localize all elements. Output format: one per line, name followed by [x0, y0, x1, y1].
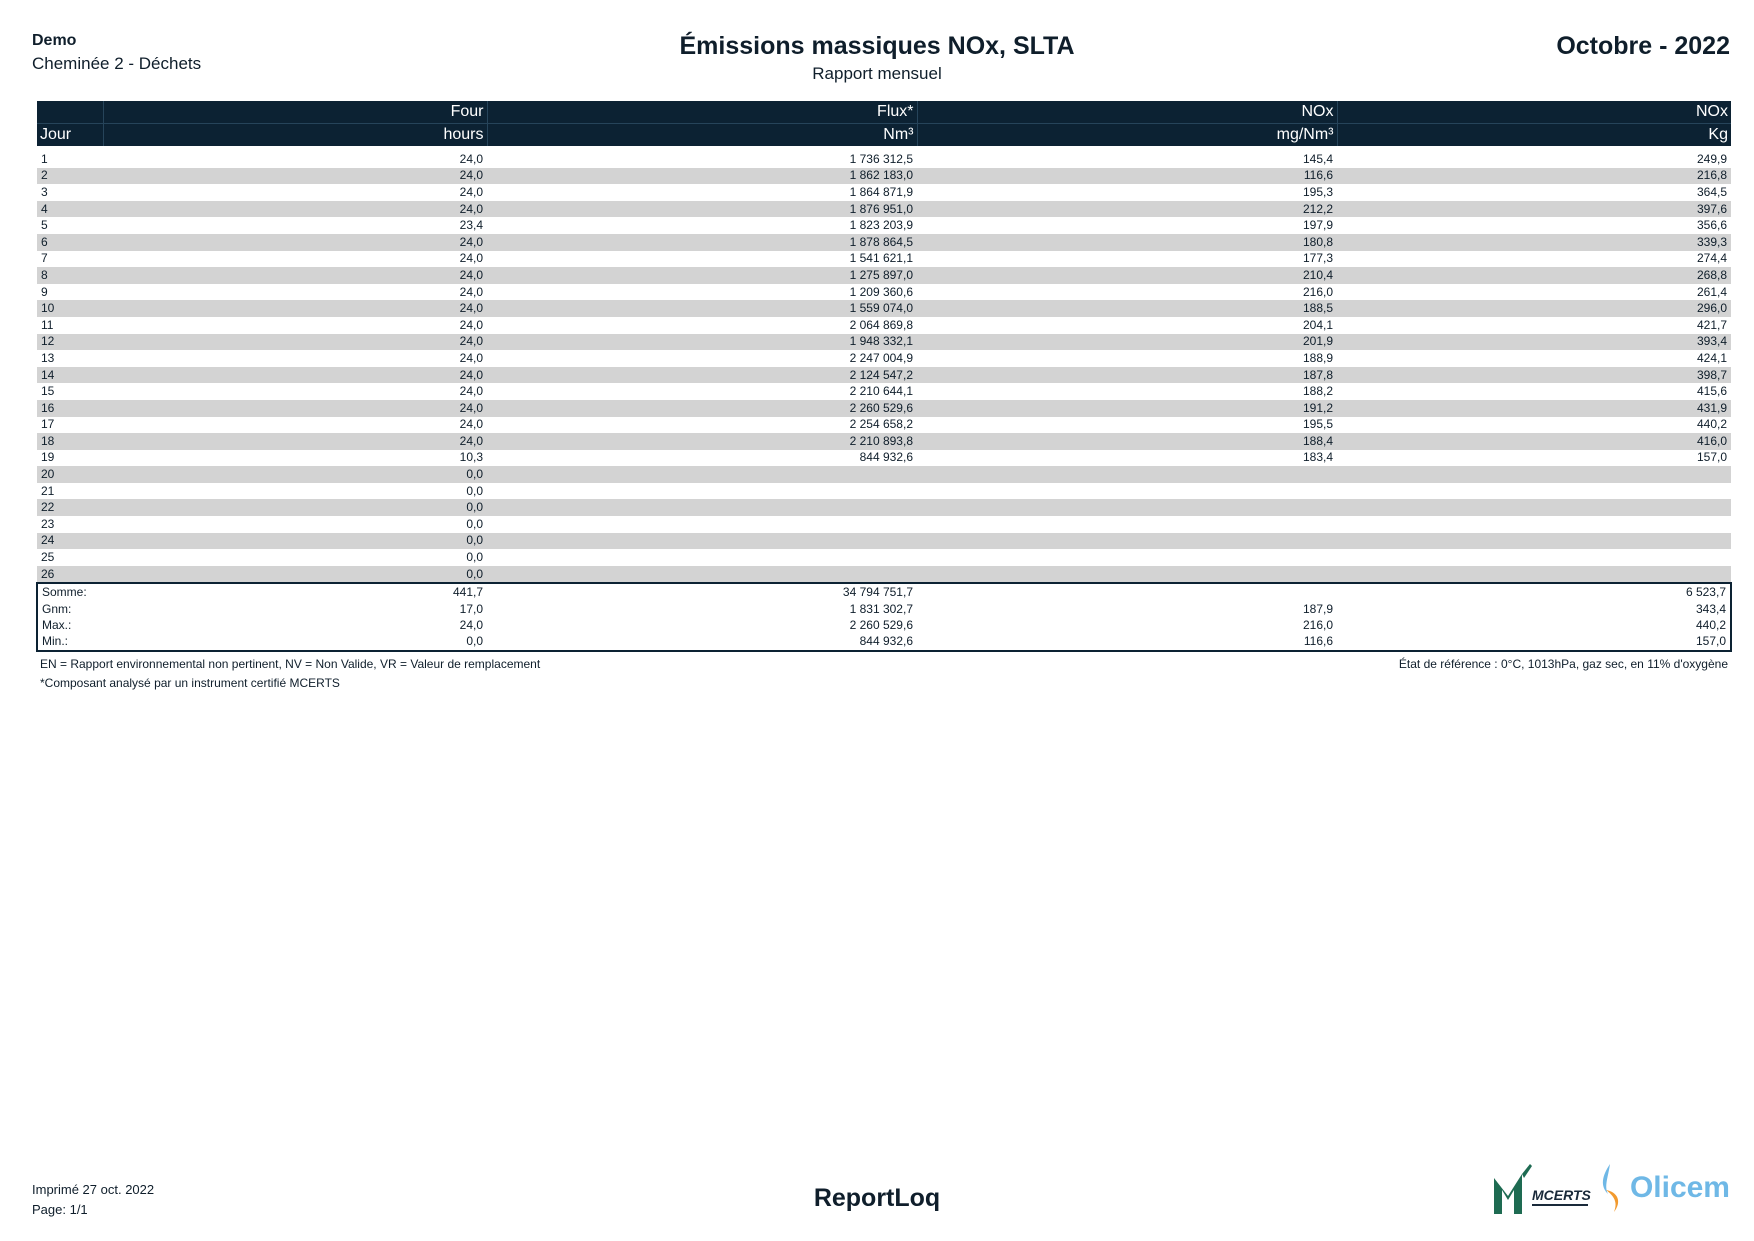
value-cell: 2 124 547,2 [487, 367, 917, 384]
day-cell: 9 [41, 284, 48, 299]
value-cell: 440,2 [1696, 417, 1727, 432]
day-cell: 26 [37, 566, 103, 584]
day-cell: 15 [41, 384, 55, 399]
table-row [37, 251, 1731, 268]
summary-label: Max.: [42, 617, 72, 632]
day-cell: 14 [37, 367, 103, 384]
table-row [37, 400, 1731, 417]
summary-value: 1 831 302,7 [849, 601, 913, 616]
report-period: Octobre - 2022 [1556, 32, 1730, 60]
daily-rows [37, 146, 1731, 583]
table-row [37, 350, 1731, 367]
value-cell: 2 254 658,2 [849, 417, 913, 432]
reference-state-note: État de référence : 0°C, 1013hPa, gaz sec, en 11% d'oxygène [1398, 657, 1728, 671]
table-row [37, 334, 1731, 351]
value-cell: 1 948 332,1 [487, 334, 917, 351]
day-cell: 2 [37, 168, 103, 185]
summary-rows [37, 583, 1731, 651]
day-cell: 4 [37, 201, 103, 218]
value-cell: 188,5 [917, 300, 1337, 317]
value-cell [917, 533, 1337, 550]
summary-value: 343,4 [1695, 601, 1726, 616]
header-cell: NOx [917, 101, 1337, 124]
summary-row [37, 601, 1731, 617]
day-cell: 10 [37, 300, 103, 317]
value-cell [1337, 483, 1731, 500]
table-row [37, 516, 1731, 533]
value-cell [1337, 549, 1731, 566]
mcerts-logo-icon [1492, 1160, 1596, 1216]
day-cell: 19 [41, 450, 55, 465]
summary-value: 17,0 [459, 601, 483, 616]
day-cell: 18 [37, 433, 103, 450]
value-cell: 1 736 312,5 [849, 151, 913, 166]
header-cell: mg/Nm³ [917, 124, 1337, 147]
value-cell: 339,3 [1337, 234, 1731, 251]
organisation-name: Demo [32, 32, 77, 49]
value-cell: 187,8 [917, 367, 1337, 384]
value-cell: 24,0 [103, 334, 487, 351]
header-cell [37, 101, 103, 124]
value-cell: 2 260 529,6 [487, 400, 917, 417]
value-cell: 0,0 [466, 516, 483, 531]
value-cell: 10,3 [459, 450, 483, 465]
summary-value [917, 583, 1337, 600]
value-cell [1337, 466, 1731, 483]
value-cell: 415,6 [1696, 384, 1727, 399]
table-row [37, 217, 1731, 234]
summary-value: 6 523,7 [1685, 585, 1726, 600]
day-cell: 22 [37, 499, 103, 516]
value-cell: 1 559 074,0 [487, 300, 917, 317]
header-row-names [37, 101, 1731, 124]
table-row [37, 184, 1731, 201]
day-cell: 8 [37, 267, 103, 284]
value-cell: 210,4 [917, 267, 1337, 284]
summary-value: 441,7 [452, 585, 483, 600]
value-cell: 116,6 [917, 168, 1337, 185]
value-cell: 2 210 644,1 [849, 384, 913, 399]
value-cell [487, 499, 917, 516]
table-row [37, 367, 1731, 384]
value-cell: 397,6 [1337, 201, 1731, 218]
day-cell: 3 [41, 184, 48, 199]
emissions-table [36, 101, 1732, 652]
header-cell: NOx [1337, 101, 1731, 124]
value-cell: 416,0 [1337, 433, 1731, 450]
table-row [37, 300, 1731, 317]
header-cell: Flux* [487, 101, 917, 124]
value-cell [487, 566, 917, 584]
day-cell: 12 [37, 334, 103, 351]
header-cell: Jour [37, 124, 103, 147]
header-cell: hours [103, 124, 487, 147]
value-cell: 2 247 004,9 [849, 350, 913, 365]
summary-value: 157,0 [1695, 634, 1726, 649]
value-cell: 195,5 [1302, 417, 1333, 432]
table-row [37, 549, 1731, 566]
value-cell: 268,8 [1337, 267, 1731, 284]
value-cell: 424,1 [1696, 350, 1727, 365]
value-cell: 421,7 [1696, 317, 1727, 332]
value-cell: 145,4 [1302, 151, 1333, 166]
report-subtitle: Rapport mensuel [812, 64, 942, 83]
value-cell: 24,0 [459, 317, 483, 332]
value-cell [1337, 499, 1731, 516]
olicem-logo-text: Olicem [1629, 1171, 1730, 1204]
value-cell: 1 878 864,5 [487, 234, 917, 251]
value-cell: 24,0 [103, 433, 487, 450]
value-cell: 212,2 [917, 201, 1337, 218]
value-cell: 24,0 [459, 184, 483, 199]
value-cell [487, 516, 917, 533]
value-cell: 364,5 [1696, 184, 1727, 199]
table-row [37, 151, 1731, 168]
legend-note: EN = Rapport environnemental non pertinent, NV = Non Valide, VR = Valeur de remplacement [40, 657, 541, 671]
header-row-units [37, 124, 1731, 147]
value-cell: 0,0 [466, 483, 483, 498]
value-cell: 398,7 [1337, 367, 1731, 384]
summary-value: 440,2 [1695, 617, 1726, 632]
summary-row [37, 583, 1731, 600]
value-cell: 24,0 [103, 367, 487, 384]
day-cell: 25 [41, 550, 55, 565]
value-cell: 296,0 [1337, 300, 1731, 317]
value-cell: 188,4 [917, 433, 1337, 450]
value-cell: 23,4 [459, 218, 483, 233]
value-cell: 24,0 [103, 234, 487, 251]
value-cell [1337, 533, 1731, 550]
value-cell: 2 210 893,8 [487, 433, 917, 450]
printed-date: Imprimé 27 oct. 2022 [32, 1182, 155, 1197]
value-cell: 1 862 183,0 [487, 168, 917, 185]
table-header [37, 101, 1731, 146]
table-row [37, 417, 1731, 434]
summary-value: 187,9 [1302, 601, 1333, 616]
summary-row [37, 617, 1731, 633]
footnotes [40, 657, 540, 695]
day-cell: 24 [37, 533, 103, 550]
table-row [37, 533, 1731, 550]
value-cell: 204,1 [1302, 317, 1333, 332]
value-cell: 24,0 [459, 284, 483, 299]
value-cell [1337, 566, 1731, 584]
header-cell: Four [103, 101, 487, 124]
value-cell: 24,0 [459, 151, 483, 166]
value-cell: 0,0 [103, 466, 487, 483]
summary-value: 34 794 751,7 [842, 585, 913, 600]
value-cell: 261,4 [1696, 284, 1727, 299]
summary-value: 116,6 [1303, 634, 1333, 649]
mcerts-logo-text: MCERTS [1531, 1187, 1591, 1203]
value-cell: 24,0 [103, 168, 487, 185]
value-cell [487, 533, 917, 550]
table-row [37, 499, 1731, 516]
day-cell: 16 [37, 400, 103, 417]
day-cell: 21 [41, 483, 55, 498]
value-cell: 183,4 [1302, 450, 1333, 465]
table-row [37, 267, 1731, 284]
summary-row [37, 634, 1731, 651]
table-row [37, 168, 1731, 185]
value-cell: 180,8 [917, 234, 1337, 251]
summary-value: 2 260 529,6 [849, 617, 913, 632]
summary-label: Gnm: [42, 601, 72, 616]
value-cell: 24,0 [103, 300, 487, 317]
value-cell: 216,0 [1302, 284, 1333, 299]
value-cell: 188,2 [1302, 384, 1333, 399]
value-cell: 844 932,6 [859, 450, 913, 465]
brand-name: ReportLoq [813, 1184, 941, 1212]
value-cell: 0,0 [466, 550, 483, 565]
mcerts-note: *Composant analysé par un instrument certifié MCERTS [40, 676, 340, 690]
value-cell: 24,0 [459, 417, 483, 432]
day-cell: 20 [37, 466, 103, 483]
summary-label: Min.: [42, 634, 69, 649]
value-cell: 1 876 951,0 [487, 201, 917, 218]
day-cell: 1 [41, 151, 48, 166]
table-row [37, 483, 1731, 500]
value-cell: 195,3 [1302, 184, 1333, 199]
value-cell: 24,0 [459, 350, 483, 365]
summary-value: 0,0 [466, 634, 483, 649]
value-cell: 2 064 869,8 [849, 317, 913, 332]
value-cell: 24,0 [103, 267, 487, 284]
value-cell: 24,0 [103, 400, 487, 417]
olicem-flame-icon [1596, 1160, 1626, 1216]
summary-value: 844 932,6 [859, 634, 913, 649]
table-row [37, 566, 1731, 584]
value-cell: 274,4 [1696, 251, 1727, 266]
value-cell [487, 549, 917, 566]
day-cell: 23 [41, 516, 55, 531]
value-cell [487, 483, 917, 500]
value-cell [917, 516, 1337, 533]
value-cell: 1 275 897,0 [487, 267, 917, 284]
value-cell [917, 466, 1337, 483]
value-cell: 177,3 [1302, 251, 1333, 266]
value-cell: 188,9 [1302, 350, 1333, 365]
value-cell [917, 483, 1337, 500]
value-cell: 356,6 [1696, 218, 1727, 233]
value-cell [917, 549, 1337, 566]
header-cell: Kg [1337, 124, 1731, 147]
table-row [37, 201, 1731, 218]
day-cell: 5 [41, 218, 48, 233]
value-cell: 24,0 [103, 201, 487, 218]
day-cell: 6 [37, 234, 103, 251]
source-name: Cheminée 2 - Déchets [32, 54, 202, 73]
table-row [37, 433, 1731, 450]
value-cell: 1 823 203,9 [849, 218, 913, 233]
day-cell: 13 [41, 350, 55, 365]
page-number: Page: 1/1 [32, 1202, 88, 1217]
header-cell: Nm³ [487, 124, 917, 147]
value-cell: 197,9 [1302, 218, 1333, 233]
table-row [37, 234, 1731, 251]
value-cell: 24,0 [459, 251, 483, 266]
value-cell: 0,0 [103, 566, 487, 584]
value-cell [487, 466, 917, 483]
value-cell: 157,0 [1696, 450, 1727, 465]
value-cell: 0,0 [103, 499, 487, 516]
value-cell: 1 541 621,1 [849, 251, 913, 266]
value-cell: 1 209 360,6 [849, 284, 913, 299]
report-header-center [0, 32, 1754, 84]
day-cell: 17 [41, 417, 55, 432]
table-row [37, 383, 1731, 400]
value-cell: 216,8 [1337, 168, 1731, 185]
table-row [37, 450, 1731, 467]
footer-logos [1492, 1160, 1730, 1216]
summary-value: 216,0 [1302, 617, 1333, 632]
value-cell [1337, 516, 1731, 533]
summary-label: Somme: [42, 585, 87, 600]
day-cell: 7 [41, 251, 48, 266]
value-cell [917, 499, 1337, 516]
value-cell: 191,2 [917, 400, 1337, 417]
value-cell: 393,4 [1337, 334, 1731, 351]
value-cell: 24,0 [459, 384, 483, 399]
table-row [37, 466, 1731, 483]
value-cell: 0,0 [103, 533, 487, 550]
value-cell: 249,9 [1696, 151, 1727, 166]
table-row [37, 317, 1731, 334]
value-cell: 431,9 [1337, 400, 1731, 417]
value-cell: 201,9 [917, 334, 1337, 351]
report-title: Émissions massiques NOx, SLTA [679, 32, 1075, 60]
table-row [37, 284, 1731, 301]
summary-value: 24,0 [459, 617, 483, 632]
day-cell: 11 [41, 317, 54, 332]
value-cell: 1 864 871,9 [849, 184, 913, 199]
value-cell [917, 566, 1337, 584]
